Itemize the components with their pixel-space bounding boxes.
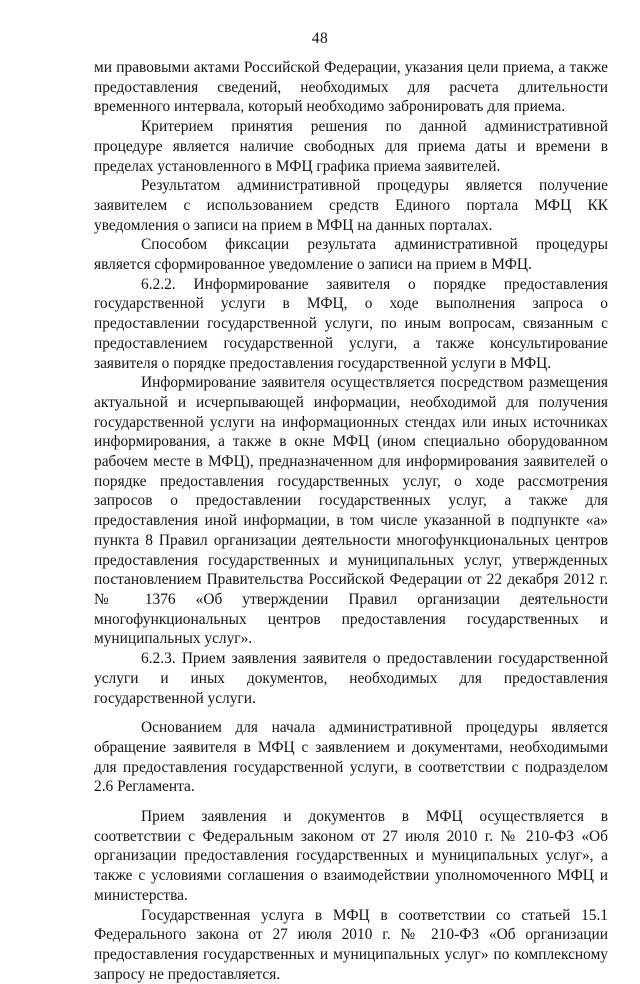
paragraph-result-fixation: Способом фиксации результата административной процедуры является сформированное уведомление о записи на прием в МФЦ.	[94, 236, 608, 274]
paragraph-procedure-result: Результатом административной процедуры является получение заявителем с использованием средств Единого портала МФЦ КК уведомления о записи на прием в МФЦ на данных порталах.	[94, 177, 608, 234]
paragraph-procedure-basis: Основанием для начала административной процедуры является обращение заявителя в МФЦ с заявлением и документами, необходимыми для предоставления государственной услуги, в соответствии с подразделом 2.6 Регламента.	[94, 719, 608, 796]
paragraph-application-intake: Прием заявления и документов в МФЦ осуществляется в соответствии с Федеральным законом от 27 июля 2010 г. № 210-ФЗ «Об организации предоставления государственных и муниципальных услуг», а также с условиями соглашения о взаимодействии уполномоченного МФЦ и министерства.	[94, 808, 608, 904]
paragraph-6-2-2-heading: 6.2.2. Информирование заявителя о порядке предоставления государственной услуги в МФЦ, о ходе выполнения запроса о предоставлении государственной услуги, по иным вопросам, связанным с предоставлением государственной услуги, а также консультирование заявителя о порядке предоставления государственной услуги в МФЦ.	[94, 275, 608, 372]
paragraph-decision-criterion: Критерием принятия решения по данной административной процедуре является наличие свободных для приема даты и времени в пределах установленного в МФЦ графика приема заявителей.	[94, 118, 608, 175]
paragraph-6-2-3-heading: 6.2.3. Прием заявления заявителя о предоставлении государственной услуги и иных документов, необходимых для предоставления государственной услуги.	[94, 650, 608, 707]
paragraph-complex-request: Государственная услуга в МФЦ в соответствии со статьей 15.1 Федерального закона от 27 июля 2010 г. № 210-ФЗ «Об организации предоставления государственных и муниципальных услуг» по комплексному запросу не предоставляется.	[94, 906, 608, 983]
page-number: 48	[311, 30, 329, 47]
paragraph-informing: Информирование заявителя осуществляется посредством размещения актуальной и исчерпывающей информации, необходимой для получения государственной услуги на информационных стендах или иных источниках информирования, а также в окне МФЦ (ином специально оборудованном рабочем месте в МФЦ), предназначенном для информирования заявителей о порядке предоставления государственных услуг, о ходе рассмотрения запросов о предоставлении государственных услуг, а также для предоставления иной информации, в том числе указанной в подпункте «а» пункта 8 Правил организации деятельности многофункциональных центров предоставления государственных и муниципальных услуг, утвержденных постановлением Правительства Российской Федерации от 22 декабря 2012 г. № 1376 «Об утверждении Правил организации деятельности многофункциональных центров предоставления государственных и муниципальных услуг».	[94, 374, 608, 648]
paragraph-continuation: ми правовыми актами Российской Федерации, указания цели приема, а также предоставления сведений, необходимых для расчета длительности временного интервала, который необходимо забронировать для приема.	[94, 59, 608, 116]
document-body	[94, 58, 608, 984]
